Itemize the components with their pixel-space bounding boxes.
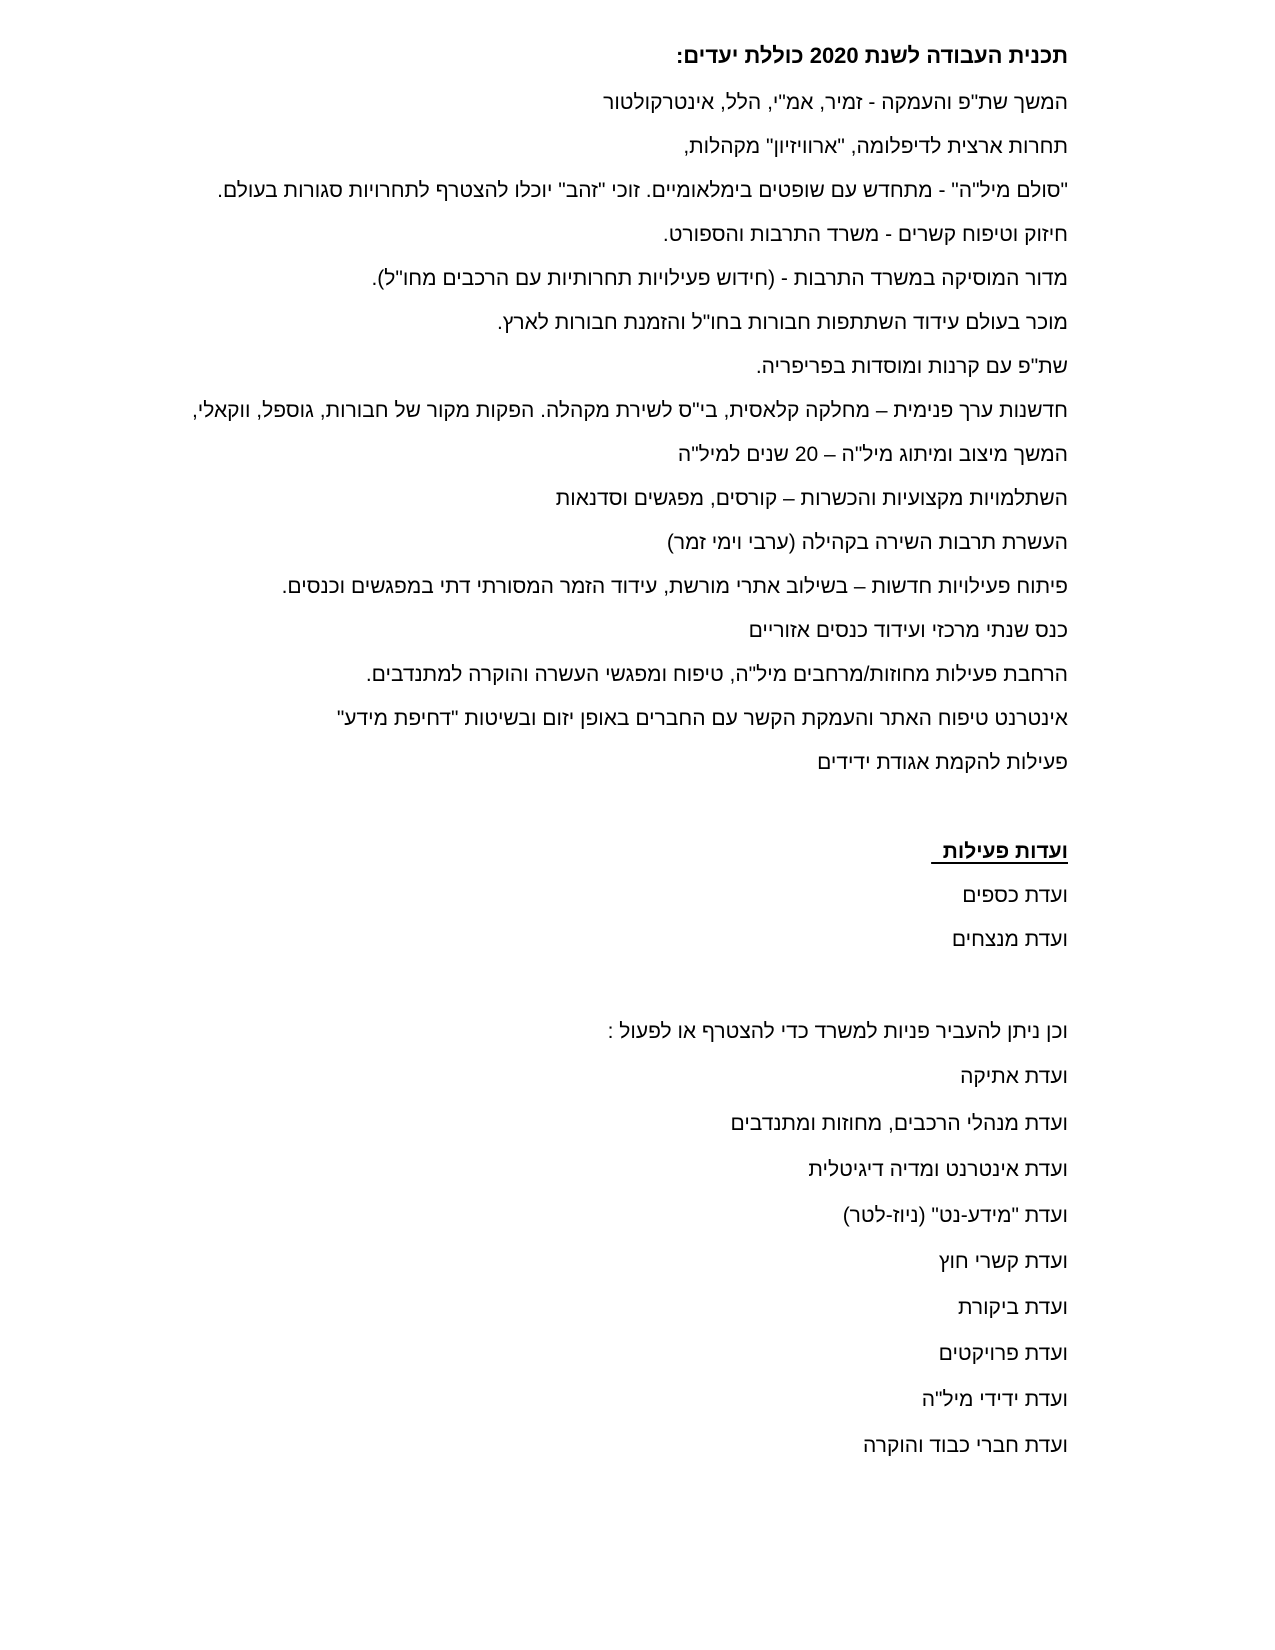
goal-item: כנס שנתי מרכזי ועידוד כנסים אזוריים xyxy=(748,619,1068,642)
document-title: תכנית העבודה לשנת 2020 כוללת יעדים: xyxy=(675,43,1068,68)
goal-item: פעילות להקמת אגודת ידידים xyxy=(817,751,1068,774)
goal-item: המשך שת"פ והעמקה - זמיר, אמ"י, הלל, אינטרקולטור xyxy=(603,91,1068,114)
goal-item: חדשנות ערך פנימית – מחלקה קלאסית, בי"ס לשירת מקהלה. הפקות מקור של חבורות, גוספל, ווקאלי, xyxy=(191,399,1068,422)
goal-item: השתלמויות מקצועיות והכשרות – קורסים, מפגשים וסדנאות xyxy=(555,487,1068,510)
goal-item: העשרת תרבות השירה בקהילה (ערבי וימי זמר) xyxy=(666,531,1068,554)
join-committee-item: ועדת פרויקטים xyxy=(938,1342,1068,1365)
goal-item: פיתוח פעילויות חדשות – בשילוב אתרי מורשת, עידוד הזמר המסורתי דתי במפגשים וכנסים. xyxy=(281,575,1068,598)
goal-item: חיזוק וטיפוח קשרים - משרד התרבות והספורט. xyxy=(662,223,1068,246)
join-committee-item: ועדת אינטרנט ומדיה דיגיטלית xyxy=(808,1158,1068,1181)
goal-item: מוכר בעולם עידוד השתתפות חבורות בחו"ל והזמנת חבורות לארץ. xyxy=(496,311,1068,334)
join-committee-item: ועדת ידידי מיל"ה xyxy=(921,1388,1068,1411)
goal-item: תחרות ארצית לדיפלומה, "ארוויזיון" מקהלות, xyxy=(683,135,1068,158)
committee-item: ועדת כספים xyxy=(962,884,1068,907)
join-committee-item: ועדת "מידע-נט" (ניוז-לטר) xyxy=(842,1204,1068,1227)
join-committee-item: ועדת אתיקה xyxy=(960,1065,1068,1088)
join-committee-item: ועדת חברי כבוד והוקרה xyxy=(863,1434,1068,1457)
goal-item: המשך מיצוב ומיתוג מיל"ה – 20 שנים למיל"ה xyxy=(677,443,1068,466)
goal-item: מדור המוסיקה במשרד התרבות - (חידוש פעילויות תחרותיות עם הרכבים מחו"ל). xyxy=(371,267,1068,290)
goal-item: שת"פ עם קרנות ומוסדות בפריפריה. xyxy=(755,355,1068,378)
join-committee-item: ועדת קשרי חוץ xyxy=(938,1250,1068,1273)
committee-item: ועדת מנצחים xyxy=(951,928,1068,951)
join-intro: וכן ניתן להעביר פניות למשרד כדי להצטרף או לפעול : xyxy=(607,1020,1068,1043)
goal-item: אינטרנט טיפוח האתר והעמקת הקשר עם החברים באופן יזום ובשיטות "דחיפת מידע" xyxy=(336,707,1068,730)
goal-item: הרחבת פעילות מחוזות/מרחבים מיל"ה, טיפוח ומפגשי העשרה והוקרה למתנדבים. xyxy=(365,663,1068,686)
join-committee-item: ועדת מנהלי הרכבים, מחוזות ומתנדבים xyxy=(730,1112,1068,1135)
join-committee-item: ועדת ביקורת xyxy=(958,1296,1068,1319)
committees-heading: ועדות פעילות xyxy=(931,840,1068,863)
goal-item: "סולם מיל"ה" - מתחדש עם שופטים בימלאומיים. זוכי "זהב" יוכלו להצטרף לתחרויות סגורות בעולם. xyxy=(217,179,1068,202)
